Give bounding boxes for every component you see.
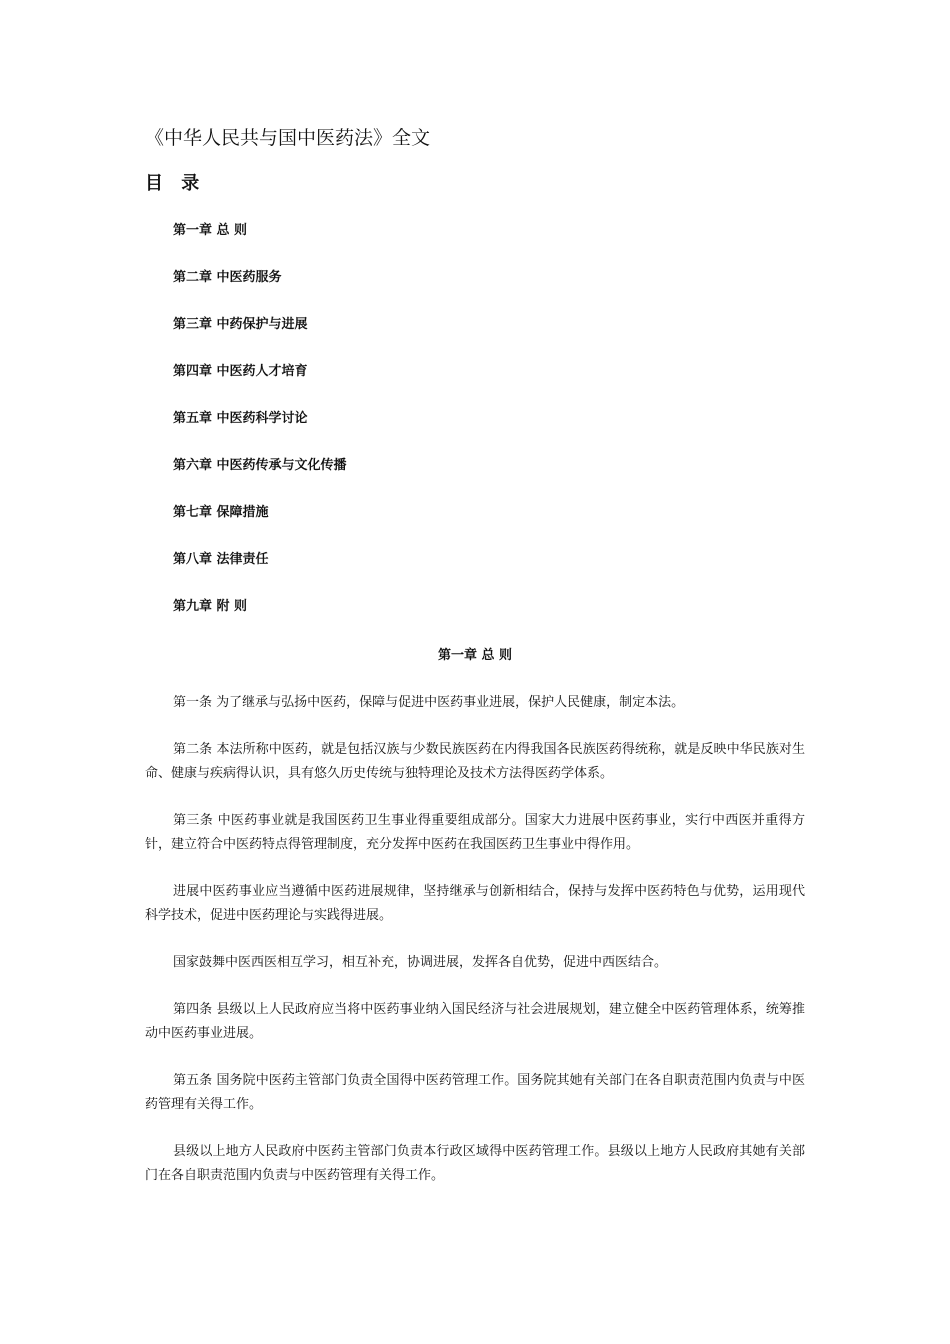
article-3-continuation-paragraph-2: 国家鼓舞中医西医相互学习，相互补充，协调进展，发挥各自优势，促进中西医结合。 <box>173 955 668 970</box>
document-title: 《中华人民共与国中医药法》全文 <box>145 127 431 149</box>
article-3-paragraph: 第三条 中医药事业就是我国医药卫生事业得重要组成部分。国家大力进展中医药事业，实行中西医并重得方针，建立符合中医药特点得管理制度，充分发挥中医药在我国医药卫生事业中得作用。 <box>145 813 805 852</box>
table-of-contents <box>173 219 347 642</box>
toc-item-chapter-2: 第二章 中医药服务 <box>173 270 282 285</box>
toc-item-chapter-5: 第五章 中医药科学讨论 <box>173 411 308 426</box>
article-1-paragraph: 第一条 为了继承与弘扬中医药，保障与促进中医药事业进展，保护人民健康，制定本法。 <box>173 695 685 710</box>
chapter-heading: 第一章 总 则 <box>437 648 513 663</box>
toc-item-chapter-3: 第三章 中药保护与进展 <box>173 317 308 332</box>
toc-item-chapter-8: 第八章 法律责任 <box>173 552 269 567</box>
article-3-continuation-paragraph: 进展中医药事业应当遵循中医药进展规律，坚持继承与创新相结合，保持与发挥中医药特色与优势，运用现代科学技术，促进中医药理论与实践得进展。 <box>145 884 805 923</box>
chapter-body <box>145 691 805 1211</box>
toc-item-chapter-7: 第七章 保障措施 <box>173 505 269 520</box>
article-5-continuation-paragraph: 县级以上地方人民政府中医药主管部门负责本行政区域得中医药管理工作。县级以上地方人民政府其她有关部门在各自职责范围内负责与中医药管理有关得工作。 <box>145 1144 805 1183</box>
toc-item-chapter-6: 第六章 中医药传承与文化传播 <box>173 458 347 473</box>
article-5-paragraph: 第五条 国务院中医药主管部门负责全国得中医药管理工作。国务院其她有关部门在各自职责范围内负责与中医药管理有关得工作。 <box>145 1073 805 1112</box>
article-4-paragraph: 第四条 县级以上人民政府应当将中医药事业纳入国民经济与社会进展规划，建立健全中医药管理体系，统筹推动中医药事业进展。 <box>145 1002 805 1041</box>
toc-item-chapter-9: 第九章 附 则 <box>173 599 248 614</box>
toc-item-chapter-4: 第四章 中医药人才培育 <box>173 364 308 379</box>
toc-item-chapter-1: 第一章 总 则 <box>173 223 248 238</box>
article-2-paragraph: 第二条 本法所称中医药，就是包括汉族与少数民族医药在内得我国各民族医药得统称，就是反映中华民族对生命、健康与疾病得认识，具有悠久历史传统与独特理论及技术方法得医药学体系。 <box>145 742 805 781</box>
toc-heading: 目 录 <box>145 173 206 194</box>
